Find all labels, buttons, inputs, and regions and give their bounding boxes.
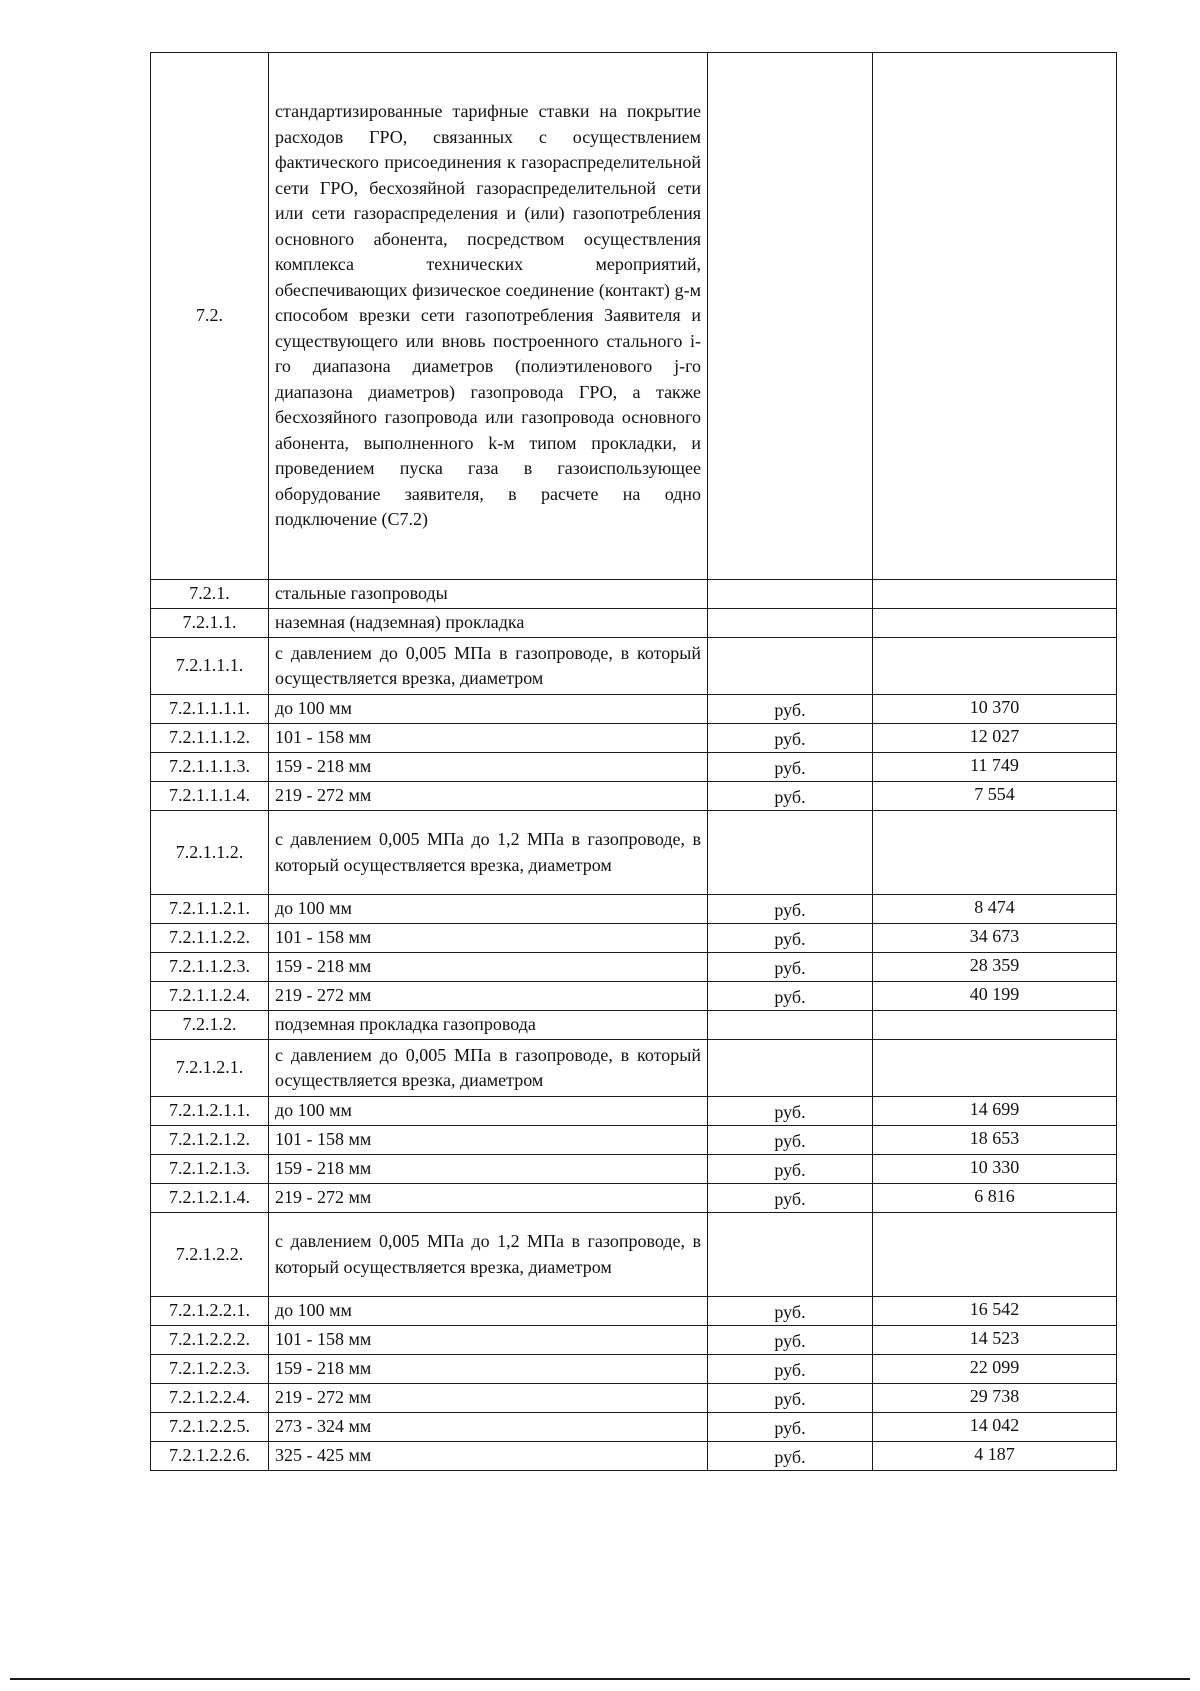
row-number: 7.2.1.2.1.4. (151, 1184, 269, 1213)
row-number: 7.2.1.2.2.6. (151, 1442, 269, 1471)
row-unit: руб. (708, 1413, 873, 1442)
tariff-table-body (151, 53, 1117, 1471)
row-number: 7.2.1.1.1.2. (151, 724, 269, 753)
table-row (151, 53, 1117, 580)
table-row (151, 953, 1117, 982)
row-unit (708, 811, 873, 895)
table-row (151, 811, 1117, 895)
row-description: 159 - 218 мм (269, 753, 708, 782)
table-row (151, 753, 1117, 782)
row-description: до 100 мм (269, 1097, 708, 1126)
row-unit (708, 1040, 873, 1097)
table-row (151, 1126, 1117, 1155)
row-number: 7.2.1.2.2.3. (151, 1355, 269, 1384)
row-description: 159 - 218 мм (269, 953, 708, 982)
row-number: 7.2.1.1.2. (151, 811, 269, 895)
row-number: 7.2.1.2.1.1. (151, 1097, 269, 1126)
row-description: с давлением 0,005 МПа до 1,2 МПа в газопроводе, в который осуществляется врезка, диаметром (269, 1213, 708, 1297)
row-unit (708, 609, 873, 638)
row-number: 7.2.1.2.2.1. (151, 1297, 269, 1326)
row-value: 14 042 (873, 1413, 1117, 1442)
row-unit: руб. (708, 1384, 873, 1413)
row-value (873, 609, 1117, 638)
row-unit: руб. (708, 1442, 873, 1471)
row-unit: руб. (708, 782, 873, 811)
table-row (151, 1213, 1117, 1297)
row-number: 7.2.1.2.1. (151, 1040, 269, 1097)
row-unit: руб. (708, 1155, 873, 1184)
row-description: стальные газопроводы (269, 580, 708, 609)
row-value: 34 673 (873, 924, 1117, 953)
row-unit: руб. (708, 924, 873, 953)
row-unit (708, 1213, 873, 1297)
row-description: 159 - 218 мм (269, 1355, 708, 1384)
row-number: 7.2.1.2.1.3. (151, 1155, 269, 1184)
row-description: 219 - 272 мм (269, 1184, 708, 1213)
row-value: 8 474 (873, 895, 1117, 924)
row-description: наземная (надземная) прокладка (269, 609, 708, 638)
row-number: 7.2.1.1.1.3. (151, 753, 269, 782)
row-description: 273 - 324 мм (269, 1413, 708, 1442)
row-unit (708, 638, 873, 695)
table-row (151, 1355, 1117, 1384)
row-number: 7.2.1.2.1.2. (151, 1126, 269, 1155)
row-value (873, 53, 1117, 580)
row-value: 22 099 (873, 1355, 1117, 1384)
row-description: до 100 мм (269, 895, 708, 924)
row-value (873, 580, 1117, 609)
row-description: стандартизированные тарифные ставки на покрытие расходов ГРО, связанных с осуществлением фактического присоединения к газораспределительной сети ГРО, бесхозяйной газораспределительной сети или сети газораспределения и (или) газопотребления основного абонента, посредством осуществления комплекса технических мероприятий, обеспечивающих физическое соединение (контакт) g-м способом врезки сети газопотребления Заявителя и существующего или вновь построенного стального i-го диапазона диаметров (полиэтиленового j-го диапазона диаметров) газопровода ГРО, а также бесхозяйного газопровода или газопровода основного абонента, выполненного k-м типом прокладки, и проведением пуска газа в газоиспользующее оборудование заявителя, в расчете на одно подключение (С7.2) (269, 53, 708, 580)
row-unit: руб. (708, 895, 873, 924)
row-value: 40 199 (873, 982, 1117, 1011)
row-unit: руб. (708, 1097, 873, 1126)
row-unit: руб. (708, 695, 873, 724)
row-number: 7.2.1.2.2.4. (151, 1384, 269, 1413)
row-unit: руб. (708, 724, 873, 753)
row-unit: руб. (708, 753, 873, 782)
row-value: 12 027 (873, 724, 1117, 753)
row-value: 29 738 (873, 1384, 1117, 1413)
row-value (873, 638, 1117, 695)
table-row (151, 1442, 1117, 1471)
row-value: 10 370 (873, 695, 1117, 724)
row-number: 7.2. (151, 53, 269, 580)
row-unit: руб. (708, 1326, 873, 1355)
row-unit: руб. (708, 953, 873, 982)
row-description: 101 - 158 мм (269, 1126, 708, 1155)
row-number: 7.2.1.1.2.4. (151, 982, 269, 1011)
row-number: 7.2.1. (151, 580, 269, 609)
row-value (873, 811, 1117, 895)
row-unit: руб. (708, 982, 873, 1011)
row-unit (708, 580, 873, 609)
row-description: до 100 мм (269, 695, 708, 724)
table-row (151, 1097, 1117, 1126)
tariff-table (150, 52, 1117, 1471)
row-value: 11 749 (873, 753, 1117, 782)
row-number: 7.2.1.1.2.3. (151, 953, 269, 982)
row-value: 18 653 (873, 1126, 1117, 1155)
row-value: 10 330 (873, 1155, 1117, 1184)
row-value: 6 816 (873, 1184, 1117, 1213)
table-row (151, 782, 1117, 811)
row-value: 14 523 (873, 1326, 1117, 1355)
table-row (151, 895, 1117, 924)
row-description: с давлением до 0,005 МПа в газопроводе, в который осуществляется врезка, диаметром (269, 638, 708, 695)
row-value (873, 1213, 1117, 1297)
row-value: 16 542 (873, 1297, 1117, 1326)
row-number: 7.2.1.2.2.2. (151, 1326, 269, 1355)
row-description: подземная прокладка газопровода (269, 1011, 708, 1040)
row-description: 101 - 158 мм (269, 1326, 708, 1355)
row-description: 325 - 425 мм (269, 1442, 708, 1471)
row-number: 7.2.1.2. (151, 1011, 269, 1040)
row-unit: руб. (708, 1355, 873, 1384)
row-value: 14 699 (873, 1097, 1117, 1126)
row-description: 219 - 272 мм (269, 982, 708, 1011)
table-row (151, 1184, 1117, 1213)
row-description: с давлением 0,005 МПа до 1,2 МПа в газопроводе, в который осуществляется врезка, диаметром (269, 811, 708, 895)
table-row (151, 1384, 1117, 1413)
row-description: 219 - 272 мм (269, 782, 708, 811)
row-value: 7 554 (873, 782, 1117, 811)
row-description: 101 - 158 мм (269, 924, 708, 953)
row-number: 7.2.1.1.2.1. (151, 895, 269, 924)
table-row (151, 1297, 1117, 1326)
table-row (151, 1155, 1117, 1184)
row-value: 4 187 (873, 1442, 1117, 1471)
table-row (151, 580, 1117, 609)
row-number: 7.2.1.1.1. (151, 638, 269, 695)
row-description: 159 - 218 мм (269, 1155, 708, 1184)
row-number: 7.2.1.2.2.5. (151, 1413, 269, 1442)
row-value: 28 359 (873, 953, 1117, 982)
table-row (151, 1326, 1117, 1355)
table-row (151, 982, 1117, 1011)
row-description: 219 - 272 мм (269, 1384, 708, 1413)
row-unit (708, 53, 873, 580)
table-row (151, 1040, 1117, 1097)
row-description: 101 - 158 мм (269, 724, 708, 753)
row-value (873, 1011, 1117, 1040)
row-number: 7.2.1.1. (151, 609, 269, 638)
table-row (151, 924, 1117, 953)
row-description: с давлением до 0,005 МПа в газопроводе, в который осуществляется врезка, диаметром (269, 1040, 708, 1097)
row-number: 7.2.1.2.2. (151, 1213, 269, 1297)
row-value (873, 1040, 1117, 1097)
table-row (151, 724, 1117, 753)
table-row (151, 638, 1117, 695)
table-row (151, 695, 1117, 724)
page-bottom-rule (10, 1678, 1190, 1680)
table-row (151, 609, 1117, 638)
row-number: 7.2.1.1.2.2. (151, 924, 269, 953)
row-unit: руб. (708, 1184, 873, 1213)
table-row (151, 1011, 1117, 1040)
table-row (151, 1413, 1117, 1442)
row-description: до 100 мм (269, 1297, 708, 1326)
row-number: 7.2.1.1.1.1. (151, 695, 269, 724)
row-unit: руб. (708, 1126, 873, 1155)
row-number: 7.2.1.1.1.4. (151, 782, 269, 811)
row-unit (708, 1011, 873, 1040)
row-unit: руб. (708, 1297, 873, 1326)
